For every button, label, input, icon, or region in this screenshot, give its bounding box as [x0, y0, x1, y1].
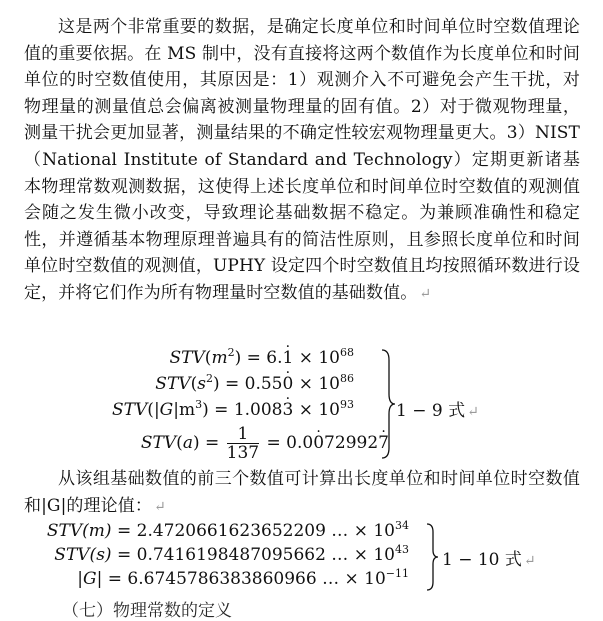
equation-stv-a: STV(a) = $\frac{1}{137}$ = 0.00 ·729927 · [141, 425, 389, 462]
paragraph-2-text: 从该组基础数值的前三个数值可计算出长度单位和时间单位时空数值和|G|的理论值： [24, 469, 580, 516]
paragraph-1 [24, 14, 580, 308]
equation-label-1-9: 1 − 9 式 ↵ [396, 401, 479, 421]
paragraph-1-text: 这是两个非常重要的数据，是确定长度单位和时间单位时空数值理论值的重要依据。在 MS 制中，没有直接将这两个数值作为长度单位和时间单位的时空数值使用，其原因是：1）观测介入不可避免会产生干扰，对物理量的测量值总会偏离被测量物理量的固有值。2）对于微观物理量，测量干扰会更加显著，测量结果的不确定性较宏观物理量更大。3）NIST（National Institute of Standard and Technology）定期更新诸基本物理常数观测数据，这使得上述长度单位和时间单位时空数值的观测值会随之发生微小改变，导致理论基础数据不稳定。为兼顾准确性和稳定性，并遵循基本物理原理普遍具有的简洁性原则，且参照长度单位和时间单位时空数值的观测值，UPHY 设定四个时空数值且均按照循环数进行设定，并将它们作为所有物理量时空数值的基础数值。 [24, 17, 580, 303]
equation-label-1-10: 1 − 10 式 ↵ [442, 550, 536, 570]
equation-stv-s2: $STV(s^2) = 0.550$ · × $10^{86}$ [155, 374, 354, 394]
paragraph-2: 从该组基础数值的前三个数值可计算出长度单位和时间单位时空数值和|G|的理论值： ↵ [24, 469, 580, 516]
return-mark: ↵ [419, 285, 432, 302]
right-brace-group-2 [425, 522, 439, 592]
fraction-1-137: $\frac{1}{137}$ [226, 424, 260, 463]
equation-g: |G| = 6.6745786383860966 … × $10^{-11}$ [77, 567, 409, 589]
equation-stv-g-m3: $STV(|G|m^3) = 1.0083$ · × $10^{93}$ [112, 400, 354, 420]
partial-heading: （七）物理常数的定义 [62, 601, 232, 621]
equation-stv-m2: $STV(m^2) = 6.1$ · × $10^{68}$ [170, 348, 354, 368]
right-brace-group-1 [380, 348, 396, 460]
equation-stv-s: STV(s) = 0.7416198487095662 … × $10^{43}$ [54, 543, 409, 565]
equation-stv-m: STV(m) = 2.4720661623652209 … × $10^{34}$ [46, 519, 409, 541]
